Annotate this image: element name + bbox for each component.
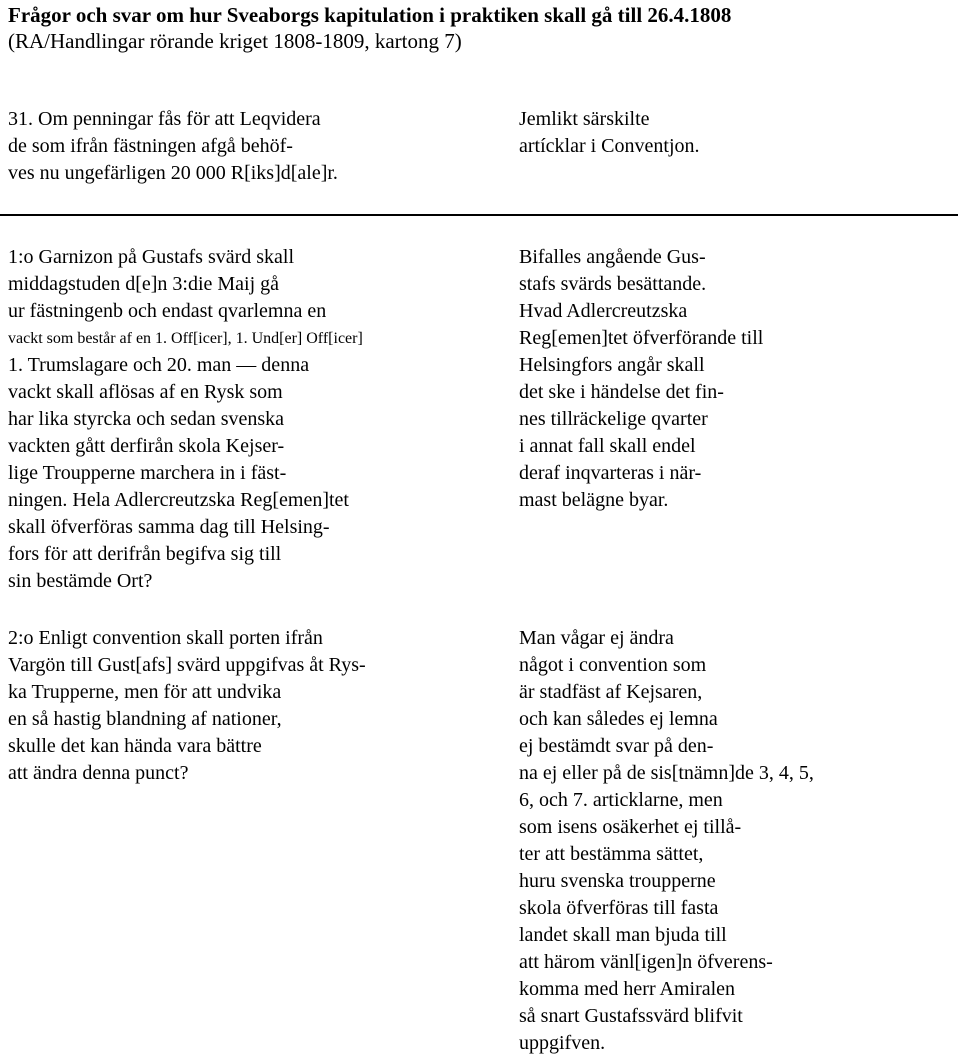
text-line: ter att bestämma sättet, [519,843,704,865]
text-line: sin bestämde Ort? [8,570,153,592]
text-line: 6, och 7. articklarne, men [519,789,723,811]
text-line: 1:o Garnizon på Gustafs svärd skall [8,246,295,268]
text-line: i annat fall skall endel [519,435,696,457]
text-line: na ej eller på de sis[tnämn]de 3, 4, 5, [519,762,814,784]
text-line: ningen. Hela Adlercreutzska Reg[emen]tet [8,489,349,511]
text-line: lige Troupperne marchera in i fäst- [8,462,287,484]
text-line: Hvad Adlercreutzska [519,300,688,322]
text-line: de som ifrån fästningen afgå behöf- [8,135,293,157]
text-line: är stadfäst af Kejsaren, [519,681,703,703]
text-line: har lika styrcka och sedan svenska [8,408,285,430]
text-line: skall öfverföras samma dag till Helsing- [8,516,330,538]
text-line: och kan således ej lemna [519,708,718,730]
text-line: som isens osäkerhet ej tillå- [519,816,742,838]
text-line: skulle det kan hända vara bättre [8,735,262,757]
text-line: vackt skall aflösas af en Rysk som [8,381,283,403]
text-line: 31. Om penningar fås för att Leqvidera [8,108,321,130]
horizontal-divider [0,214,958,216]
text-line: Vargön till Gust[afs] svärd uppgifvas åt Rys- [8,654,366,676]
text-line: ur fästningenb och endast qvarlemna en [8,300,327,322]
text-line: mast belägne byar. [519,489,669,511]
text-line: landet skall man bjuda till [519,924,727,946]
question-2 [8,625,366,787]
text-line: ka Trupperne, men för att undvika [8,681,282,703]
text-line: stafs svärds besättande. [519,273,707,295]
text-line: Man vågar ej ändra [519,627,674,649]
text-line: ej bestämdt svar på den- [519,735,714,757]
text-line: skola öfverföras till fasta [519,897,719,919]
answer-1 [519,244,763,514]
answer-31 [519,106,700,160]
answer-2 [519,625,814,1057]
text-line: Reg[emen]tet öfverförande till [519,327,764,349]
text-line: artícklar i Conventjon. [519,135,700,157]
text-line: middagstuden d[e]n 3:die Maij gå [8,273,280,295]
text-line: ves nu ungefärligen 20 000 R[iks]d[ale]r. [8,162,338,184]
text-line: 2:o Enligt convention skall porten ifrån [8,627,323,649]
text-line: att ändra denna punct? [8,762,189,784]
text-line: Bifalles angående Gus- [519,246,706,268]
text-line: vackt som består af en 1. Off[icer], 1. Und[er] Off[icer] [8,330,363,347]
text-line: så snart Gustafssvärd blifvit [519,1005,743,1027]
text-line: att härom vänl[igen]n öfverens- [519,951,773,973]
document-title: Frågor och svar om hur Sveaborgs kapitulation i praktiken skall gå till 26.4.1808 [8,3,732,27]
text-line: Jemlikt särskilte [519,108,650,130]
text-line: 1. Trumslagare och 20. man — denna [8,354,310,376]
text-line: fors för att derifrån begifva sig till [8,543,282,565]
question-31 [8,106,338,187]
text-line: något i convention som [519,654,707,676]
text-line: en så hastig blandning af nationer, [8,708,282,730]
text-line: det ske i händelse det fin- [519,381,724,403]
text-line: uppgifven. [519,1032,606,1054]
text-line: vackten gått derfirån skola Kejser- [8,435,285,457]
text-line: nes tillräckelige qvarter [519,408,708,430]
question-1 [8,244,363,595]
text-line: komma med herr Amiralen [519,978,736,1000]
text-line: deraf inqvarteras i när- [519,462,702,484]
text-line: Helsingfors angår skall [519,354,705,376]
document-subtitle: (RA/Handlingar rörande kriget 1808-1809, kartong 7) [8,29,462,53]
text-line: huru svenska troupperne [519,870,716,892]
